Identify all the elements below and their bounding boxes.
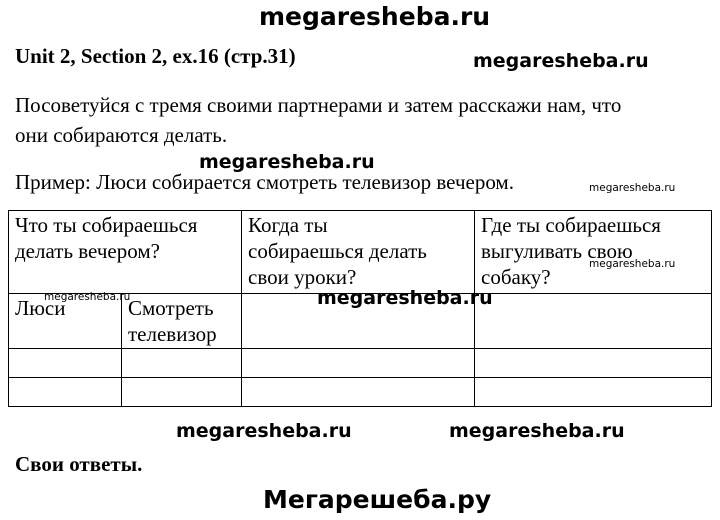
watermark-table-middle: megaresheba.ru bbox=[317, 287, 493, 309]
header-text-line: выгуливать свою bbox=[481, 239, 633, 263]
watermark-bottom-right: megaresheba.ru bbox=[449, 420, 625, 442]
header-text-line: Что ты собираешься bbox=[15, 213, 198, 237]
header-text-line: собираешься делать bbox=[248, 239, 427, 263]
exercise-heading: Unit 2, Section 2, ex.16 (стр.31) bbox=[15, 44, 296, 68]
watermark-bottom-left: megaresheba.ru bbox=[176, 420, 352, 442]
table-header-row bbox=[9, 211, 712, 294]
watermark-table-cell-lucy: megaresheba.ru bbox=[44, 291, 131, 303]
evening-answer bbox=[122, 294, 223, 348]
table-row bbox=[9, 378, 712, 407]
header-cell-evening bbox=[9, 211, 242, 294]
header-text-line: Где ты собираешься bbox=[481, 213, 661, 237]
table-cell bbox=[9, 378, 242, 407]
watermark-header-right: megaresheba.ru bbox=[473, 50, 649, 72]
table-cell bbox=[242, 349, 475, 378]
instruction-line-2: они собираются делать. bbox=[15, 123, 228, 147]
header-text-line: собаку? bbox=[481, 265, 551, 289]
table-cell bbox=[9, 349, 242, 378]
answers-label: Свои ответы. bbox=[15, 452, 143, 476]
table-cell bbox=[475, 378, 712, 407]
header-text-line: Когда ты bbox=[248, 213, 328, 237]
table-row bbox=[9, 349, 712, 378]
watermark-footer: Мегарешеба.ру bbox=[263, 485, 492, 514]
watermark-example-right: megaresheba.ru bbox=[589, 182, 676, 194]
table-cell bbox=[242, 378, 475, 407]
header-text-line: делать вечером? bbox=[15, 239, 160, 263]
watermark-top: megaresheba.ru bbox=[259, 2, 491, 31]
header-cell-dog bbox=[475, 211, 712, 294]
watermark-above-example: megaresheba.ru bbox=[199, 151, 375, 173]
table-cell bbox=[475, 294, 712, 349]
person-name: Люси bbox=[9, 294, 122, 348]
answer-line: телевизор bbox=[128, 322, 217, 346]
watermark-table-col3: megaresheba.ru bbox=[589, 258, 676, 270]
header-cell-homework bbox=[242, 211, 475, 294]
instruction-line-1: Посоветуйся с тремя своими партнерами и затем расскажи нам, что bbox=[15, 93, 622, 117]
table-cell bbox=[475, 349, 712, 378]
header-text-line: свои уроки? bbox=[248, 265, 357, 289]
example-sentence: Пример: Люси собирается смотреть телевизор вечером. bbox=[15, 170, 514, 194]
answer-line: Смотреть bbox=[128, 296, 214, 320]
